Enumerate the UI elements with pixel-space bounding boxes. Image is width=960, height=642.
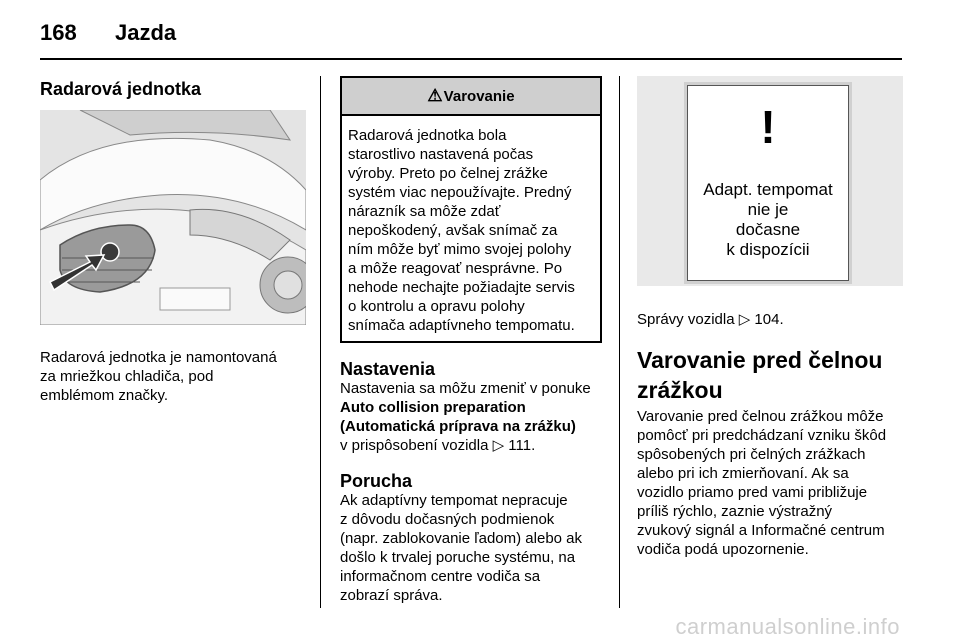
warning-line: Radarová jednotka bola [348, 127, 507, 144]
page-number: 168 [40, 20, 77, 45]
warning-line: nehode nechajte požiadajte servis [348, 279, 575, 296]
body-line: Radarová jednotka je namontovaná [40, 349, 277, 366]
menu-item-auto-collision: Auto collision preparation [340, 399, 526, 416]
driver-info-display-image [637, 76, 903, 286]
page-header [40, 18, 176, 48]
body-line: Nastavenia sa môžu zmeniť v ponuke [340, 380, 591, 397]
page-ref-arrow-icon: ▷ [492, 437, 509, 454]
display-screen [687, 85, 849, 281]
warning-line: systém viac nepoužívajte. Predný [348, 184, 572, 201]
warning-line: výroby. Preto po čelnej zrážke [348, 165, 548, 182]
body-line: pomôcť pri predchádzaní vzniku škôd [637, 427, 887, 444]
body-line: Ak adaptívny tempomat nepracuje [340, 492, 568, 509]
chapter-title: Jazda [115, 20, 177, 45]
body-line: Varovanie pred čelnou zrážkou môže [637, 408, 884, 425]
body-line-reference [340, 436, 602, 455]
header-rule [40, 58, 902, 60]
page-ref-arrow-icon: ▷ [738, 311, 755, 328]
car-front-illustration [40, 110, 306, 325]
display-line: dočasne [735, 220, 801, 239]
radar-description [40, 348, 306, 405]
body-line: z dôvodu dočasných podmienok [340, 511, 555, 528]
collision-warning-body [637, 407, 903, 559]
body-line: zvukový signál a Informačné centrum [637, 522, 885, 539]
body-line: za mriežkou chladiča, pod [40, 368, 214, 385]
body-text: Správy vozidla [637, 311, 739, 328]
body-line: došlo k trvalej poruche systému, na [340, 549, 576, 566]
section-heading-radar: Radarová jednotka [40, 79, 202, 99]
warning-line: nárazník sa môže zdať [348, 203, 501, 220]
heading-line: Varovanie pred čelnou [637, 347, 883, 373]
page-ref-link[interactable]: 111. [508, 437, 536, 454]
body-line-reference [637, 310, 903, 329]
menu-item-auto-collision-sk: (Automatická príprava na zrážku) [340, 418, 576, 435]
warning-line: nepoškodený, avšak snímač za [348, 222, 558, 239]
body-line: (napr. zablokovanie ľadom) alebo ak [340, 530, 583, 547]
body-line: príliš rýchlo, zaznie výstražný [637, 503, 833, 520]
warning-line: starostlivo nastavená počas [348, 146, 534, 163]
section-heading-nastavenia: Nastavenia [340, 359, 436, 379]
exclamation-icon: ! [760, 101, 776, 153]
column-divider [619, 76, 620, 608]
column-3 [637, 76, 903, 559]
body-line: spôsobených pri čelných zrážkach [637, 446, 866, 463]
warning-line: o kontrolu a opravu polohy [348, 298, 525, 315]
heading-line: zrážkou [637, 377, 723, 403]
car-front-image [40, 110, 306, 325]
display-message [688, 180, 848, 260]
body-text: v prispôsobení vozidla [340, 437, 493, 454]
display-line: Adapt. tempomat [703, 180, 833, 199]
section-heading-porucha: Porucha [340, 471, 413, 491]
column-1 [40, 76, 306, 405]
warning-triangle-icon: ⚠ [427, 86, 443, 105]
body-line: vodiča podá upozornenie. [637, 541, 809, 558]
body-line: alebo pri ich zmierňovaní. Ak sa [637, 465, 849, 482]
display-line: nie je [747, 200, 789, 219]
column-2 [340, 76, 602, 605]
collision-warning-section [637, 345, 903, 559]
column-divider [320, 76, 321, 608]
porucha-section [340, 471, 602, 605]
page-ref-link[interactable]: 104. [754, 311, 784, 328]
display-line: k dispozícii [726, 240, 810, 259]
warning-line: snímača adaptívneho tempomatu. [348, 317, 575, 334]
warning-line: a môže reagovať nesprávne. Po [348, 260, 563, 277]
body-line: vozidlo priamo pred vami približuje [637, 484, 868, 501]
warning-title: Varovanie [443, 87, 515, 105]
warning-line: ním môže byť mimo svojej polohy [348, 241, 572, 258]
body-line: zobrazí správa. [340, 587, 443, 604]
nastavenia-section [340, 359, 602, 455]
section-heading-collision-warning [637, 345, 903, 405]
watermark: carmanualsonline.info [675, 614, 900, 639]
warning-box [340, 76, 602, 343]
warning-header [342, 78, 600, 116]
body-line: emblémom značky. [40, 387, 169, 404]
body-line: informačnom centre vodiča sa [340, 568, 541, 585]
warning-body [342, 116, 600, 341]
